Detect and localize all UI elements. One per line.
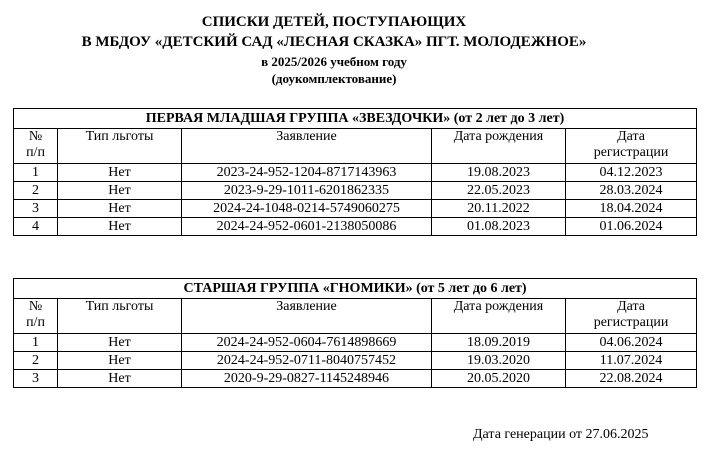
generation-date: Дата генерации от 27.06.2025 [473,427,649,442]
cell-benefit: Нет [58,218,182,236]
cell-registration-date: 22.08.2024 [566,370,697,388]
cell-num: 4 [14,218,58,236]
cell-birth-date: 01.08.2023 [432,218,566,236]
table-row [14,370,697,388]
cell-num: 1 [14,334,58,352]
table-row [14,218,697,236]
document-title-line-4: (доукомплектование) [271,71,397,86]
cell-birth-date: 20.05.2020 [432,370,566,388]
cell-registration-date: 04.06.2024 [566,334,697,352]
table-row [14,200,697,218]
table-row [14,164,697,182]
col-header-application: Заявление [182,129,432,164]
group-table-gnomiki [13,278,697,388]
cell-num: 2 [14,182,58,200]
group-title: СТАРШАЯ ГРУППА «ГНОМИКИ» (от 5 лет до 6 лет) [14,279,697,299]
document-title-line-1: СПИСКИ ДЕТЕЙ, ПОСТУПАЮЩИХ [201,14,467,30]
cell-benefit: Нет [58,334,182,352]
document-title-line-3: в 2025/2026 учебном году [261,54,407,69]
cell-application: 2020-9-29-0827-1145248946 [182,370,432,388]
cell-registration-date: 28.03.2024 [566,182,697,200]
cell-registration-date: 04.12.2023 [566,164,697,182]
cell-application: 2024-24-952-0711-8040757452 [182,352,432,370]
document-title-line-2: В МБДОУ «ДЕТСКИЙ САД «ЛЕСНАЯ СКАЗКА» ПГТ. МОЛОДЕЖНОЕ» [81,34,587,50]
col-header-application: Заявление [182,299,432,334]
table-header-row [14,129,697,164]
cell-application: 2023-9-29-1011-6201862335 [182,182,432,200]
cell-benefit: Нет [58,182,182,200]
col-header-birth-date: Дата рождения [432,299,566,334]
col-header-registration-date: Дата регистрации [566,129,697,164]
cell-registration-date: 18.04.2024 [566,200,697,218]
cell-benefit: Нет [58,164,182,182]
cell-birth-date: 18.09.2019 [432,334,566,352]
cell-registration-date: 11.07.2024 [566,352,697,370]
group-table-zvezdochki [13,108,697,236]
cell-benefit: Нет [58,352,182,370]
table-row [14,352,697,370]
cell-birth-date: 20.11.2022 [432,200,566,218]
cell-application: 2024-24-952-0601-2138050086 [182,218,432,236]
table-row [14,334,697,352]
col-header-birth-date: Дата рождения [432,129,566,164]
col-header-registration-date: Дата регистрации [566,299,697,334]
col-header-num: № п/п [14,129,58,164]
cell-benefit: Нет [58,370,182,388]
cell-birth-date: 22.05.2023 [432,182,566,200]
cell-benefit: Нет [58,200,182,218]
cell-application: 2024-24-952-0604-7614898669 [182,334,432,352]
cell-num: 3 [14,200,58,218]
cell-application: 2024-24-1048-0214-5749060275 [182,200,432,218]
cell-num: 3 [14,370,58,388]
col-header-num: № п/п [14,299,58,334]
cell-birth-date: 19.03.2020 [432,352,566,370]
cell-registration-date: 01.06.2024 [566,218,697,236]
table-header-row [14,299,697,334]
col-header-benefit: Тип льготы [58,299,182,334]
group-title: ПЕРВАЯ МЛАДШАЯ ГРУППА «ЗВЕЗДОЧКИ» (от 2 лет до 3 лет) [14,109,697,129]
cell-num: 1 [14,164,58,182]
cell-application: 2023-24-952-1204-8717143963 [182,164,432,182]
cell-num: 2 [14,352,58,370]
table-row [14,182,697,200]
col-header-benefit: Тип льготы [58,129,182,164]
cell-birth-date: 19.08.2023 [432,164,566,182]
